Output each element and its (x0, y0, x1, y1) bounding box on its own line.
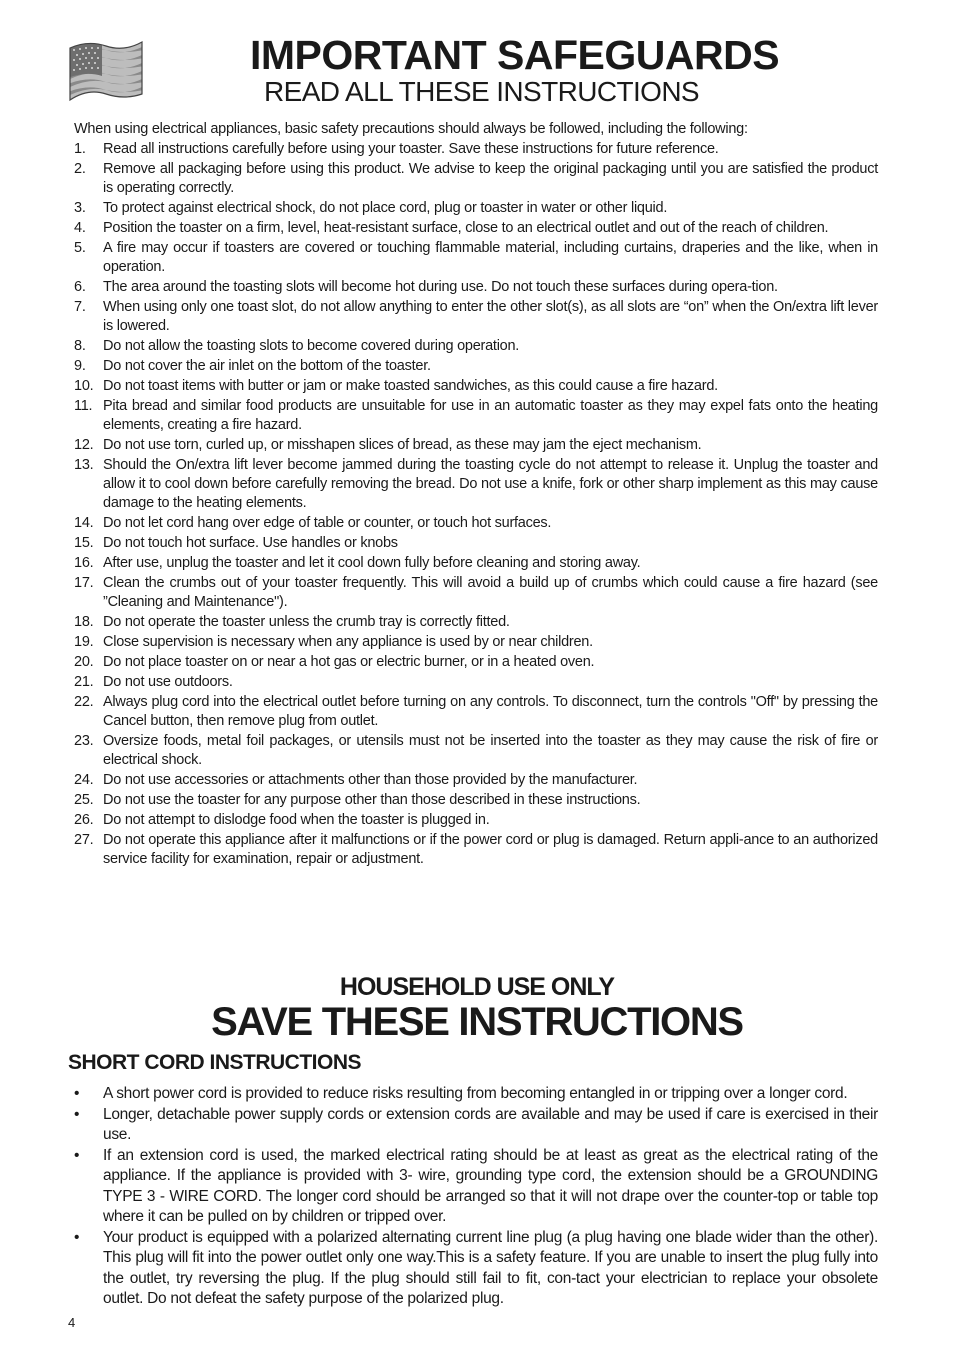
page-subtitle: READ ALL THESE INSTRUCTIONS (264, 76, 700, 107)
safeguard-number: 23. (74, 733, 94, 749)
short-cord-item (74, 1228, 878, 1310)
safeguard-text: Close supervision is necessary when any appliance is used by or near children. (103, 634, 593, 650)
safeguard-number: 2. (74, 161, 86, 177)
safeguard-number: 11. (74, 398, 93, 414)
safeguard-item (74, 613, 878, 632)
safeguard-number: 15. (74, 535, 94, 551)
safeguard-item (74, 357, 878, 376)
safeguard-text: Remove all packaging before using this product. We advise to keep the original packaging until you are satisfied the product is operating correctly. (103, 161, 878, 196)
safeguard-item (74, 534, 878, 553)
safeguard-number: 7. (74, 299, 86, 315)
safeguard-item (74, 278, 878, 297)
safeguard-item (74, 377, 878, 396)
short-cord-item (74, 1084, 878, 1105)
safeguard-number: 3. (74, 200, 86, 216)
safeguard-number: 26. (74, 812, 94, 828)
short-cord-text: Longer, detachable power supply cords or extension cords are available and may be used if care is exercised in their use. (103, 1105, 878, 1143)
safeguard-item (74, 199, 878, 218)
safeguard-text: Do not use torn, curled up, or misshapen slices of bread, as these may jam the eject mechanism. (103, 437, 702, 453)
short-cord-text: If an extension cord is used, the marked electrical rating should be at least as great as the electrical rating of the appliance. If the appliance is provided with 3- wire, grounding type cord, the extension should be a GROUNDING TYPE 3 - WIRE CORD. The longer cord should be arranged so that it will not drape over the counter-top or table top where it can be pulled on by children or tripped over. (103, 1146, 878, 1225)
short-cord-text: A short power cord is provided to reduce risks resulting from becoming entangled in or tripping over a longer cord. (103, 1085, 848, 1102)
safeguard-number: 18. (74, 614, 94, 630)
safeguard-text: Do not let cord hang over edge of table or counter, or touch hot surfaces. (103, 515, 552, 531)
safeguard-text: Clean the crumbs out of your toaster frequently. This will avoid a build up of crumbs which could cause a fire hazard (see ”Cleaning and Maintenance"). (103, 575, 878, 610)
safeguard-number: 6. (74, 279, 86, 295)
household-use-heading: HOUSEHOLD USE ONLY (339, 973, 615, 1001)
safeguard-text: Do not allow the toasting slots to become covered during operation. (103, 338, 520, 354)
safeguard-number: 27. (74, 832, 94, 848)
safeguard-item (74, 140, 878, 159)
safeguard-number: 10. (74, 378, 94, 394)
safeguards-list (74, 140, 878, 870)
intro-text: When using electrical appliances, basic safety precautions should always be followed, including the following: (74, 121, 748, 137)
page-number: 4 (68, 1315, 76, 1330)
safeguard-number: 12. (74, 437, 94, 453)
safeguard-text: When using only one toast slot, do not allow anything to enter the other slot(s), as all slots are “on” when the On/extra lift lever is lowered. (103, 299, 878, 334)
safeguard-item (74, 298, 878, 336)
safeguard-text: Pita bread and similar food products are unsuitable for use in an automatic toaster as they may expel fats onto the heating elements, creating a fire hazard. (103, 398, 878, 433)
safeguard-number: 1. (74, 141, 86, 157)
safeguard-text: Read all instructions carefully before using your toaster. Save these instructions for future reference. (103, 141, 719, 157)
safeguard-text: Do not cover the air inlet on the bottom of the toaster. (103, 358, 431, 374)
safeguard-text: A fire may occur if toasters are covered or touching flammable material, including curtains, draperies and the like, when in operation. (103, 240, 878, 275)
safeguard-item (74, 633, 878, 652)
safeguard-item (74, 732, 878, 770)
short-cord-text: Your product is equipped with a polarized alternating current line plug (a plug having one blade wider than the other). This plug will fit into the power outlet only one way.This is a safety feature. If you are unable to insert the plug fully into the outlet, try reversing the plug. If the plug should still fail to fit, con-tact your electrician to replace your obsolete outlet. Do not defeat the safety purpose of the polarized plug. (103, 1228, 878, 1307)
safeguard-number: 8. (74, 338, 86, 354)
safeguard-text: Should the On/extra lift lever become jammed during the toasting cycle do not attempt to release it. Unplug the toaster and allow it to cool down before carefully removing the bread. Do not use a knife, fork or other sharp implement as this may cause damage to the heating elements. (103, 457, 878, 511)
safeguard-item (74, 574, 878, 612)
safeguard-item (74, 693, 878, 731)
safeguard-item (74, 673, 878, 692)
safeguard-number: 14. (74, 515, 94, 531)
safeguard-item (74, 337, 878, 356)
safeguard-text: Do not use the toaster for any purpose other than those described in these instructions. (103, 792, 641, 808)
bullet-icon: • (74, 1228, 80, 1246)
safeguard-item (74, 436, 878, 455)
short-cord-heading: SHORT CORD INSTRUCTIONS (68, 1051, 361, 1074)
safeguard-text: Do not touch hot surface. Use handles or knobs (103, 535, 398, 551)
safeguard-number: 13. (74, 457, 94, 473)
safeguard-item (74, 831, 878, 869)
safeguard-text: Do not attempt to dislodge food when the toaster is plugged in. (103, 812, 490, 828)
safeguard-item (74, 514, 878, 533)
safeguard-text: Position the toaster on a firm, level, heat-resistant surface, close to an electrical outlet and out of the reach of children. (103, 220, 829, 236)
us-flag-icon (68, 38, 144, 104)
short-cord-item (74, 1146, 878, 1228)
bullet-icon: • (74, 1146, 80, 1164)
safeguard-item (74, 811, 878, 830)
bullet-icon: • (74, 1085, 80, 1102)
save-instructions-heading: SAVE THESE INSTRUCTIONS (211, 1000, 743, 1044)
safeguard-number: 4. (74, 220, 86, 236)
safeguard-text: Do not use outdoors. (103, 674, 233, 690)
safeguard-text: Do not place toaster on or near a hot gas or electric burner, or in a heated oven. (103, 654, 595, 670)
safeguard-number: 24. (74, 772, 94, 788)
safeguard-item (74, 791, 878, 810)
safeguard-item (74, 653, 878, 672)
short-cord-item (74, 1105, 878, 1146)
safeguard-number: 21. (74, 674, 94, 690)
safeguard-item (74, 397, 878, 435)
safeguard-number: 19. (74, 634, 94, 650)
safeguard-number: 16. (74, 555, 94, 571)
safeguard-number: 5. (74, 240, 86, 256)
safeguard-text: Oversize foods, metal foil packages, or utensils must not be inserted into the toaster as they may cause the risk of fire or electrical shock. (103, 733, 878, 768)
safeguard-text: After use, unplug the toaster and let it cool down fully before cleaning and storing away. (103, 555, 641, 571)
safeguard-number: 9. (74, 358, 86, 374)
safeguard-number: 25. (74, 792, 94, 808)
bullet-icon: • (74, 1105, 80, 1123)
page-title: IMPORTANT SAFEGUARDS (250, 32, 780, 78)
safeguard-text: To protect against electrical shock, do not place cord, plug or toaster in water or other liquid. (103, 200, 668, 216)
safeguard-number: 20. (74, 654, 94, 670)
safeguard-item (74, 456, 878, 513)
safeguard-text: Always plug cord into the electrical outlet before turning on any controls. To disconnect, turn the controls "Off" by pressing the Cancel button, then remove plug from outlet. (103, 694, 878, 729)
safeguard-text: Do not operate the toaster unless the crumb tray is correctly fitted. (103, 614, 510, 630)
safeguard-item (74, 160, 878, 198)
safeguard-item (74, 239, 878, 277)
safeguard-text: Do not toast items with butter or jam or make toasted sandwiches, as this could cause a fire hazard. (103, 378, 718, 394)
safeguard-text: Do not use accessories or attachments other than those provided by the manufacturer. (103, 772, 638, 788)
safeguard-item (74, 771, 878, 790)
safeguard-item (74, 554, 878, 573)
safeguard-item (74, 219, 878, 238)
short-cord-list (74, 1084, 878, 1310)
safeguard-number: 22. (74, 694, 94, 710)
safeguard-text: Do not operate this appliance after it malfunctions or if the power cord or plug is damaged. Return appli-ance to an authorized service facility for examination, repair or adjustment. (103, 832, 878, 867)
safeguard-number: 17. (74, 575, 94, 591)
safeguard-text: The area around the toasting slots will become hot during use. Do not touch these surfaces during opera-tion. (103, 279, 778, 295)
